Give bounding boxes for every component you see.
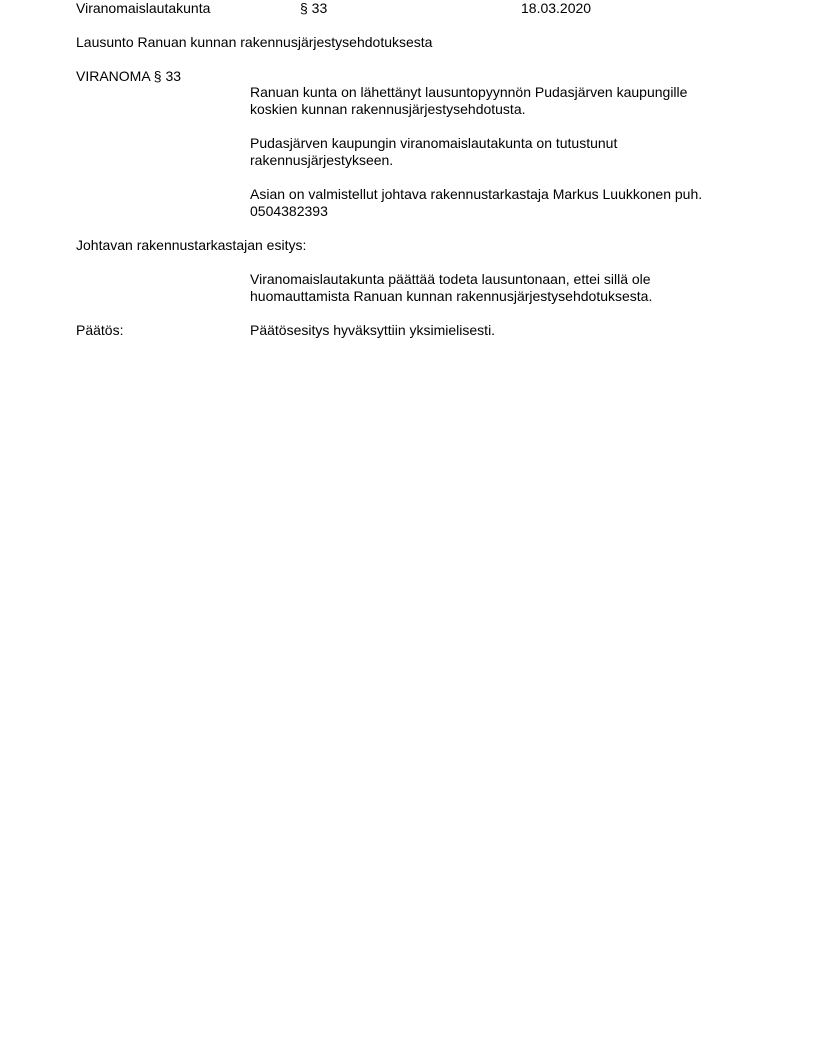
body-paragraph-3: Asian on valmistellut johtava rakennustarkastaja Markus Luukkonen puh. 0504382393 — [250, 186, 703, 219]
header-section: § 33 — [300, 0, 328, 16]
header-board: Viranomaislautakunta — [76, 0, 211, 16]
header-date: 18.03.2020 — [521, 0, 592, 16]
body-paragraph-2: Pudasjärven kaupungin viranomaislautakunta on tutustunut rakennusjärjestykseen. — [250, 135, 618, 168]
decision-text: Päätösesitys hyväksyttiin yksimielisesti. — [250, 322, 496, 338]
reference-label: VIRANOMA § 33 — [76, 68, 182, 84]
document-title: Lausunto Ranuan kunnan rakennusjärjestysehdotuksesta — [76, 34, 433, 50]
body-paragraph-1: Ranuan kunta on lähettänyt lausuntopyynnön Pudasjärven kaupungille koskien kunnan rakennusjärjestysehdotusta. — [250, 84, 688, 117]
proposal-label: Johtavan rakennustarkastajan esitys: — [76, 237, 307, 253]
decision-label: Päätös: — [76, 322, 124, 338]
proposal-text: Viranomaislautakunta päättää todeta lausuntonaan, ettei sillä ole huomauttamista Ranuan kunnan rakennusjärjestysehdotuksesta. — [250, 271, 653, 304]
